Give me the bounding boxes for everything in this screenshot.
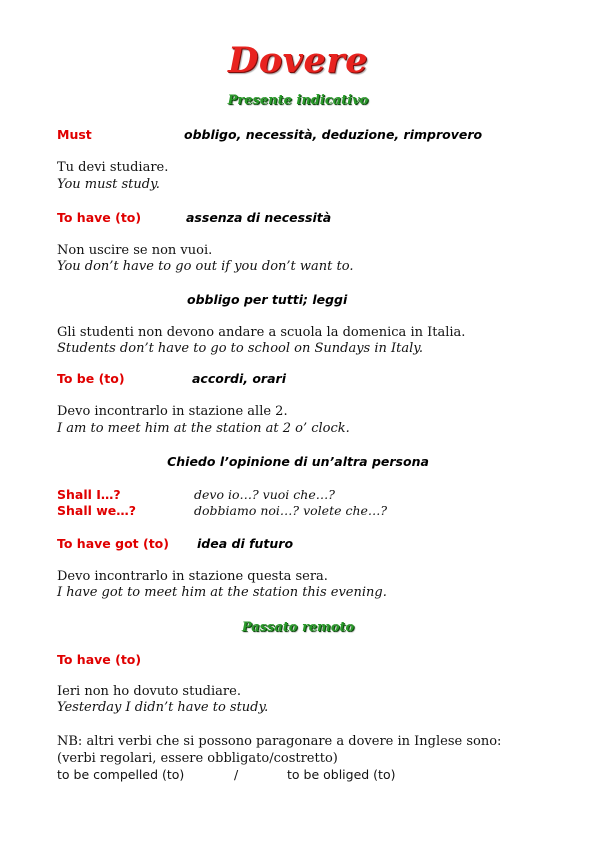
- note-verb-2: to be obliged (to): [287, 767, 396, 782]
- page-title: Dovere: [227, 40, 368, 81]
- rules-example-en: Students don’t have to go to school on Sundays in Italy.: [57, 341, 424, 356]
- note-line-1: NB: altri verbi che si possono paragonare a dovere in Inglese sono:: [57, 734, 502, 749]
- opinion-heading: Chiedo l’opinione di un’altra persona: [167, 454, 429, 469]
- subtitle-past: Passato remoto: [241, 620, 355, 635]
- note-separator: /: [234, 767, 239, 782]
- to-have-example-it: Non uscire se non vuoi.: [57, 243, 213, 258]
- rules-meaning: obbligo per tutti; leggi: [187, 292, 348, 307]
- to-be-meaning: accordi, orari: [192, 371, 286, 386]
- past-label: To have (to): [57, 652, 142, 667]
- shall-i-text: devo io…? vuoi che…?: [194, 487, 335, 502]
- to-have-label: To have (to): [57, 210, 142, 225]
- shall-i-label: Shall I…?: [57, 487, 121, 502]
- have-got-example-it: Devo incontrarlo in stazione questa sera.: [57, 569, 328, 584]
- shall-we-text: dobbiamo noi…? volete che…?: [194, 503, 388, 518]
- rules-example-it: Gli studenti non devono andare a scuola la domenica in Italia.: [57, 325, 466, 340]
- to-be-label: To be (to): [57, 371, 125, 386]
- to-be-example-en: I am to meet him at the station at 2 o’ clock.: [57, 421, 350, 436]
- to-be-example-it: Devo incontrarlo in stazione alle 2.: [57, 404, 288, 419]
- past-example-it: Ieri non ho dovuto studiare.: [57, 684, 241, 699]
- must-meaning: obbligo, necessità, deduzione, rimprovero: [184, 127, 483, 142]
- subtitle-present: Presente indicativo: [227, 93, 369, 108]
- have-got-example-en: I have got to meet him at the station this evening.: [57, 585, 387, 600]
- must-label: Must: [57, 127, 92, 142]
- to-have-meaning: assenza di necessità: [186, 210, 332, 225]
- must-example-it: Tu devi studiare.: [57, 160, 169, 175]
- shall-we-label: Shall we…?: [57, 503, 137, 518]
- must-example-en: You must study.: [57, 177, 160, 192]
- note-line-2: (verbi regolari, essere obbligato/costretto): [57, 751, 338, 766]
- have-got-meaning: idea di futuro: [197, 536, 294, 551]
- note-verb-1: to be compelled (to): [57, 767, 185, 782]
- to-have-example-en: You don’t have to go out if you don’t want to.: [57, 259, 354, 274]
- past-example-en: Yesterday I didn’t have to study.: [57, 700, 269, 715]
- have-got-label: To have got (to): [57, 536, 169, 551]
